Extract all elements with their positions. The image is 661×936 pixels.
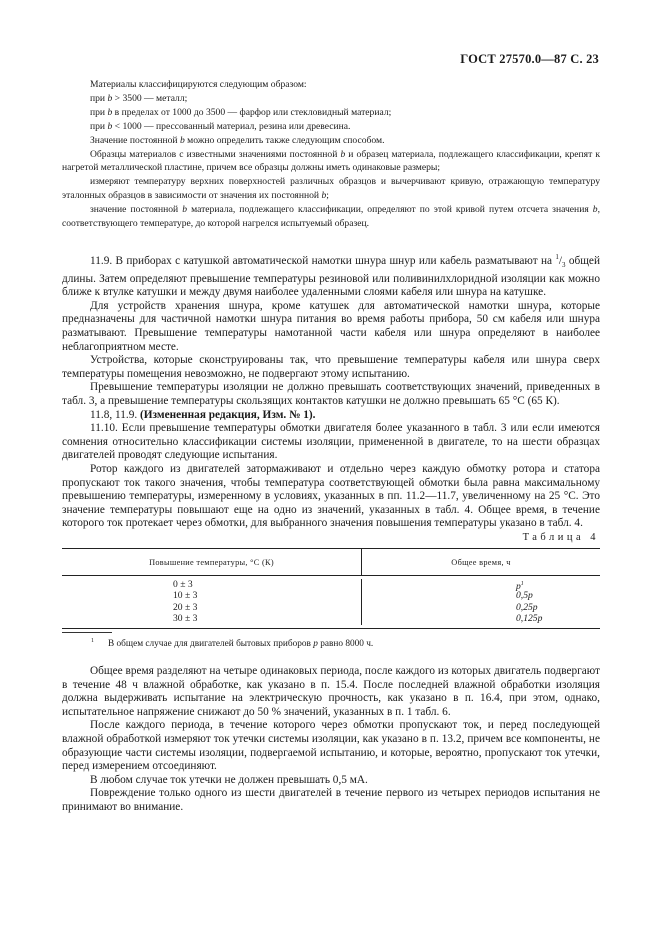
paragraph: Повреждение только одного из шести двигателей в течение первого из четырех периодов испытания не принимают во внимание. bbox=[62, 787, 600, 813]
paragraph: Для устройств хранения шнура, кроме катушек для автоматической намотки шнура, которые предназначены для частичной намотки шнура питания во время работы прибора, 50 см кабеля или шнура разматывают. Превышение температуры намотанной части кабеля или шнура определяют в наиболее неблагоприятном месте. bbox=[62, 299, 600, 353]
table-cell: 10 ± 3 bbox=[173, 590, 198, 602]
section-11-9 bbox=[62, 251, 600, 531]
paragraph: Общее время разделяют на четыре одинаковых периода, после каждого из которых двигатель подвергают в течение 48 ч влажной обработке, как указано в п. 15.4. После последней влажной обработки изоляция должна выдерживать испытание на электрическую прочность, как указано в п. 16.4, при этом, однако, испытательное напряжение снижают до 50 % значений, указанных в п. 1 табл. 6. bbox=[62, 665, 600, 718]
table-cell: 0,25p bbox=[516, 601, 538, 613]
paragraph: Превышение температуры изоляции не должно превышать соответствующих значений, приведенных в табл. 3, а превышение температуры скользящих контактов катушки не должно превышать 65 °С (65 К). bbox=[62, 381, 600, 407]
text-line: при b > 3500 — металл; bbox=[90, 92, 188, 104]
footnote-mark: 1 bbox=[91, 638, 94, 644]
paragraph: значение постоянной b материала, подлежащего классификации, определяют по этой кривой путем отсчета значения b, соответствующего температуре, до которой нагрелся испытуемый образец. bbox=[62, 204, 600, 230]
section-continuation bbox=[62, 665, 600, 815]
paragraph: измеряют температуру верхних поверхностей различных образцов и вычерчивают кривую, отражающую температуру эталонных образцов в зависимости от значения их постоянной b; bbox=[62, 176, 600, 202]
table-body bbox=[62, 576, 600, 628]
text-line: при b < 1000 — прессованный материал, резина или древесина. bbox=[90, 120, 351, 132]
text-line: при b в пределах от 1000 до 3500 — фарфор или стекловидный материал; bbox=[90, 106, 392, 118]
paragraph: Устройства, которые сконструированы так, что превышение температуры кабеля или шнура сверх температуры помещения невозможно, не подвергают этому испытанию. bbox=[62, 354, 600, 380]
paragraph: 11.9. В приборах с катушкой автоматической намотки шнура шнур или кабель разматывают на $^1/_3$ общей длины. Затем определяют превышение температуры резиновой или поливинилхлоридной изоляции как можно ближе к втулке катушки и между двумя наиболее удаленными слоями кабеля или шнура на катушке. bbox=[62, 253, 600, 299]
text-line: Значение постоянной b можно определить также следующим способом. bbox=[90, 134, 385, 146]
paragraph: В любом случае ток утечки не должен превышать 0,5 мА. bbox=[90, 773, 368, 786]
paragraph: Ротор каждого из двигателей затормаживают и отдельно через каждую обмотку ротора и статора пропускают ток такого значения, чтобы температура соответствующей обмотки была равна максимальному превышению температуры, измеренному в условиях, указанных в пп. 11.2—11.7, увеличенному на 25 °С. Это значение температуры повышают еще на одно из значений, указанных в табл. 4. Общее время, в течение которого ток протекает через обмотки, для выбранного значения повышения температуры указано в табл. 4. bbox=[62, 462, 600, 530]
table-header-row bbox=[62, 549, 600, 576]
table-column-temperature bbox=[62, 579, 362, 625]
table-4 bbox=[62, 548, 600, 629]
paragraph: 11.8, 11.9. (Измененная редакция, Изм. № 1). bbox=[90, 408, 316, 421]
text-line: Материалы классифицируются следующим образом: bbox=[90, 79, 307, 90]
page-header: ГОСТ 27570.0—87 С. 23 bbox=[460, 52, 599, 66]
paragraph: После каждого периода, в течение которого через обмотки пропускают ток, и перед последующей влажной обработкой измеряют ток утечки системы изоляции, как указано в п. 13.2, причем все компоненты, не образующие части системы изоляции, подвергаемой испытанию, и которые, вероятно, пропускают ток утечки, перед измерением отсоединяют. bbox=[62, 719, 600, 773]
table-cell: 30 ± 3 bbox=[173, 613, 198, 625]
table-cell: 0,5p bbox=[516, 590, 533, 602]
table-column-time bbox=[362, 579, 600, 625]
classification-block bbox=[62, 78, 600, 231]
paragraph: Образцы материалов с известными значениями постоянной b и образец материала, подлежащего классификации, крепят к нагретой металлической пластине, причем все образцы должны иметь одинаковые размеры; bbox=[62, 148, 601, 174]
footnote-text: В общем случае для двигателей бытовых приборов p равно 8000 ч. bbox=[108, 639, 374, 649]
table-header-time: Общее время, ч bbox=[451, 557, 511, 567]
paragraph: 11.10. Если превышение температуры обмотки двигателя более указанного в табл. 3 или если имеются сомнения относительно классификации системы изоляции, примененной в двигателе, то на шести образцах двигателей проводят следующие испытания. bbox=[62, 422, 600, 462]
table-cell: 0 ± 3 bbox=[173, 579, 193, 590]
table-header-temperature: Повышение температуры, °С (К) bbox=[62, 549, 362, 575]
table-title: Таблица 4 bbox=[522, 532, 599, 543]
table-cell: 20 ± 3 bbox=[173, 601, 198, 613]
footnote-divider bbox=[62, 632, 112, 633]
table-cell: $p^1$ bbox=[516, 581, 524, 592]
table-cell: 0,125p bbox=[516, 613, 543, 625]
